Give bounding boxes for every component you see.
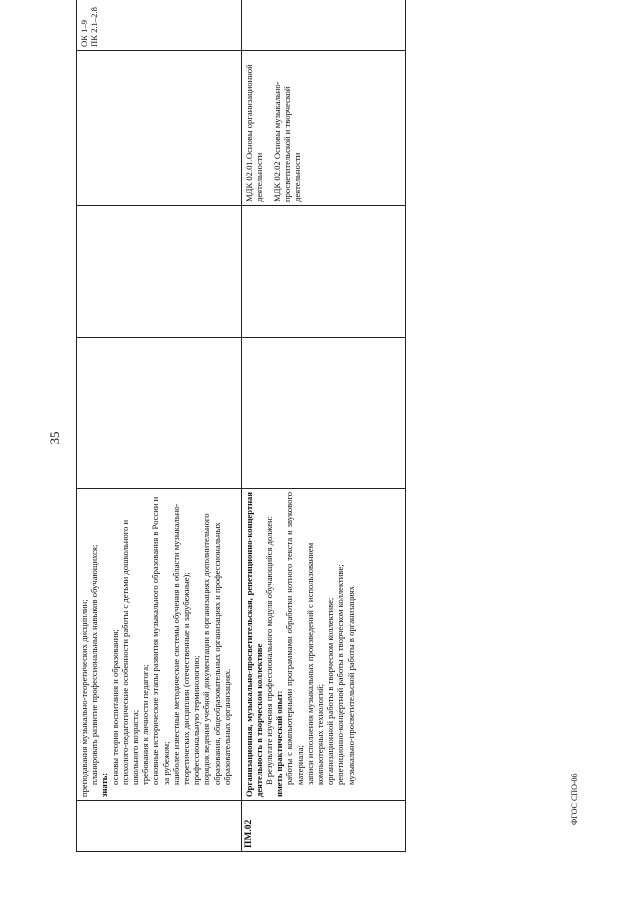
competency-pk: ПК 2.1–2.8 xyxy=(89,7,100,47)
content-heading: иметь практический опыт: xyxy=(274,690,285,797)
curriculum-table xyxy=(76,0,406,852)
content-line: наиболее известные методические системы обучения в области музыкально-теоретических дисциплин (отечественные и зарубежные); xyxy=(170,503,192,785)
rotated-table-container xyxy=(76,7,406,852)
content-line: профессиональную терминологию; xyxy=(191,655,202,785)
competency-ok: ОК 1–9 xyxy=(79,20,89,47)
content-line: требования к личности педагога; xyxy=(140,664,151,785)
content-line: психолого-педагогические особенности работы с детьми дошкольного и школьного возраста; xyxy=(119,519,141,785)
row2-hours-cell-2 xyxy=(241,206,406,338)
content-line: В результате изучения профессионального модуля обучающийся должен: xyxy=(263,515,274,785)
row1-hours-cell-2 xyxy=(77,206,242,338)
table-row xyxy=(77,0,242,852)
row1-mdk-cell xyxy=(77,51,242,206)
row2-content-cell xyxy=(241,489,406,801)
spacer xyxy=(264,54,272,202)
content-line: организационной работы в творческом коллективе; xyxy=(325,597,336,785)
mdk-0202: МДК 02.02 Основы музыкально-просветительской и творческой деятельности xyxy=(271,81,303,202)
content-line: репетиционно-концертной работы в творческом коллективе; xyxy=(335,564,346,785)
row2-competency-cell xyxy=(241,0,406,51)
content-line: порядок ведения учебной документации в организациях дополнительного образования, общеобразовательных организациях и профессиональных образовательных организациях. xyxy=(201,513,232,785)
content-line: планировать развитие профессиональных навыков обучающихся; xyxy=(89,544,100,785)
module-title: Организационная, музыкально-просветительская, репетиционно-концертная деятельность в творческом коллективе xyxy=(243,492,264,797)
table-row xyxy=(241,0,406,852)
content-line: основы теории воспитания и образования; xyxy=(109,629,120,785)
footer-label: ФГОС СПО-06 xyxy=(570,773,579,825)
content-line: основные исторические этапы развития музыкального образования в России и за рубежом; xyxy=(150,496,171,785)
content-heading: знать: xyxy=(99,772,110,797)
row1-content-cell xyxy=(77,489,242,801)
content-line: преподавания музыкально-теоретических дисциплин; xyxy=(79,599,89,797)
content-line: записи исполнения музыкальных произведений с использованием компьютерных технологий; xyxy=(304,542,325,785)
content-line: работы с компьютерными программами обработки нотного текста и звукового материала; xyxy=(284,492,305,785)
mdk-0201: МДК 02.01.Основы организационной деятельности xyxy=(243,64,264,202)
module-code: ПМ.02 xyxy=(241,801,406,852)
content-line: музыкально-просветительской работы в организациях xyxy=(345,586,356,785)
row2-mdk-cell xyxy=(241,51,406,206)
page-number: 35 xyxy=(47,431,62,445)
row2-hours-cell xyxy=(241,338,406,489)
row1-code-cell xyxy=(77,801,242,852)
row1-hours-cell xyxy=(77,338,242,489)
row1-competency-cell xyxy=(77,0,242,51)
